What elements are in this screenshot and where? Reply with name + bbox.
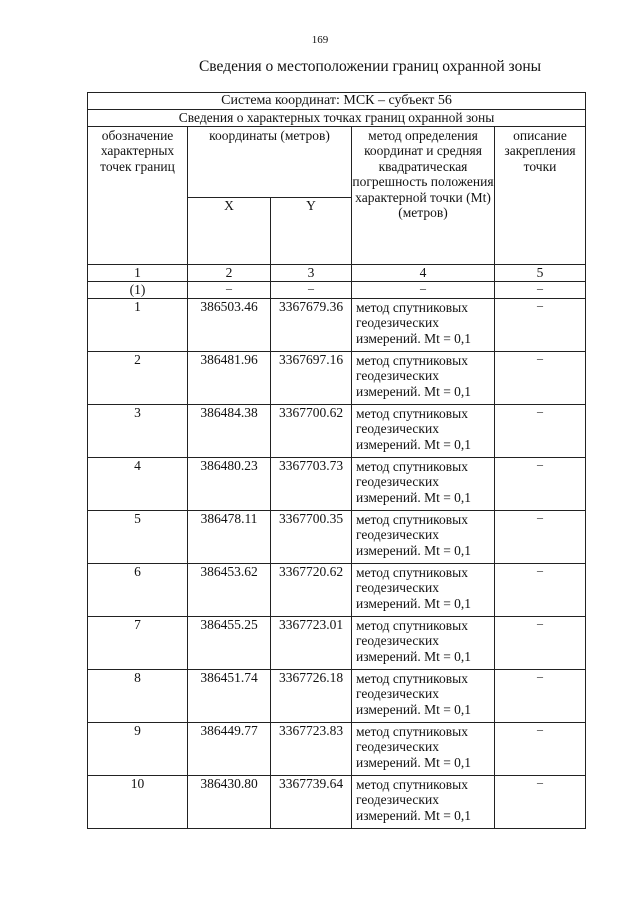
- table-row: [88, 722, 586, 775]
- table-row: [88, 457, 586, 510]
- point-description: –: [495, 404, 586, 457]
- initial-point-method: –: [352, 281, 495, 298]
- point-method: метод спутниковых геодезических измерений. Mt = 0,1: [352, 616, 495, 669]
- point-method: метод спутниковых геодезических измерений. Mt = 0,1: [352, 510, 495, 563]
- table-row: [88, 669, 586, 722]
- column-number: 3: [271, 264, 352, 281]
- point-method: метод спутниковых геодезических измерений. Mt = 0,1: [352, 404, 495, 457]
- point-id: 8: [88, 669, 188, 722]
- point-y: 3367700.62: [271, 404, 352, 457]
- point-description: –: [495, 351, 586, 404]
- point-y: 3367679.36: [271, 298, 352, 351]
- point-id: 9: [88, 722, 188, 775]
- point-x: 386478.11: [188, 510, 271, 563]
- point-y: 3367697.16: [271, 351, 352, 404]
- point-x: 386449.77: [188, 722, 271, 775]
- initial-point-row: [88, 281, 586, 298]
- point-x: 386480.23: [188, 457, 271, 510]
- point-id: 2: [88, 351, 188, 404]
- point-y: 3367739.64: [271, 775, 352, 828]
- point-method: метод спутниковых геодезических измерений. Mt = 0,1: [352, 298, 495, 351]
- point-method: метод спутниковых геодезических измерений. Mt = 0,1: [352, 457, 495, 510]
- header-designation: обозначение характерных точек границ: [88, 126, 188, 264]
- point-x: 386451.74: [188, 669, 271, 722]
- point-x: 386455.25: [188, 616, 271, 669]
- point-x: 386481.96: [188, 351, 271, 404]
- table-row: [88, 563, 586, 616]
- table-row: [88, 351, 586, 404]
- initial-point-description: –: [495, 281, 586, 298]
- point-x: 386453.62: [188, 563, 271, 616]
- table-row: [88, 616, 586, 669]
- point-description: –: [495, 722, 586, 775]
- coord-system-row: [88, 93, 586, 110]
- point-x: 386503.46: [188, 298, 271, 351]
- header-method: метод определения координат и средняя квадратическая погрешность положения характерной точки (Mt) (метров): [352, 126, 495, 264]
- point-description: –: [495, 616, 586, 669]
- table-row: [88, 775, 586, 828]
- document-title: Сведения о местоположении границ охранной зоны: [198, 58, 542, 75]
- header-description: описание закрепления точки: [495, 126, 586, 264]
- point-id: 10: [88, 775, 188, 828]
- point-x: 386430.80: [188, 775, 271, 828]
- point-y: 3367700.35: [271, 510, 352, 563]
- point-y: 3367723.01: [271, 616, 352, 669]
- section-title: Сведения о характерных точках границ охранной зоны: [88, 110, 586, 127]
- header-y: Y: [271, 197, 352, 264]
- column-number: 4: [352, 264, 495, 281]
- point-method: метод спутниковых геодезических измерений. Mt = 0,1: [352, 351, 495, 404]
- point-description: –: [495, 669, 586, 722]
- header-x: X: [188, 197, 271, 264]
- point-id: 6: [88, 563, 188, 616]
- coord-system-label: Система координат: МСК – субъект 56: [88, 93, 586, 110]
- point-description: –: [495, 775, 586, 828]
- table-row: [88, 404, 586, 457]
- point-id: 7: [88, 616, 188, 669]
- point-y: 3367723.83: [271, 722, 352, 775]
- point-x: 386484.38: [188, 404, 271, 457]
- point-method: метод спутниковых геодезических измерений. Mt = 0,1: [352, 775, 495, 828]
- boundary-points-table: [87, 92, 586, 829]
- point-description: –: [495, 510, 586, 563]
- point-id: 5: [88, 510, 188, 563]
- column-number: 2: [188, 264, 271, 281]
- header-row: [88, 126, 586, 197]
- point-id: 1: [88, 298, 188, 351]
- point-y: 3367720.62: [271, 563, 352, 616]
- point-id: 4: [88, 457, 188, 510]
- section-title-row: [88, 110, 586, 127]
- initial-point-y: –: [271, 281, 352, 298]
- point-y: 3367703.73: [271, 457, 352, 510]
- point-description: –: [495, 457, 586, 510]
- point-method: метод спутниковых геодезических измерений. Mt = 0,1: [352, 563, 495, 616]
- point-description: –: [495, 563, 586, 616]
- column-numbers-row: [88, 264, 586, 281]
- point-method: метод спутниковых геодезических измерений. Mt = 0,1: [352, 722, 495, 775]
- point-id: 3: [88, 404, 188, 457]
- column-number: 5: [495, 264, 586, 281]
- table-row: [88, 298, 586, 351]
- initial-point-x: –: [188, 281, 271, 298]
- page-number: 169: [311, 34, 329, 46]
- table-row: [88, 510, 586, 563]
- initial-point-id: (1): [88, 281, 188, 298]
- point-description: –: [495, 298, 586, 351]
- header-coordinates: координаты (метров): [188, 126, 352, 197]
- point-y: 3367726.18: [271, 669, 352, 722]
- point-method: метод спутниковых геодезических измерений. Mt = 0,1: [352, 669, 495, 722]
- column-number: 1: [88, 264, 188, 281]
